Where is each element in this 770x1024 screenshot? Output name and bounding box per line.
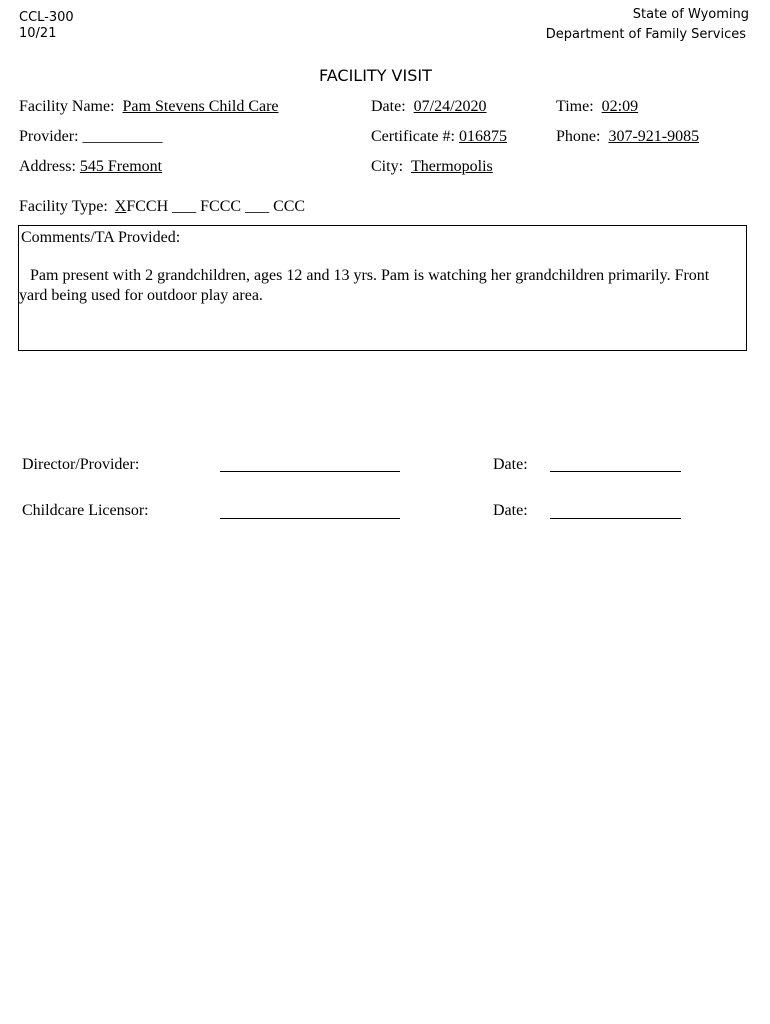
facility-type-field [19, 197, 305, 217]
phone-value: 307-921-9085 [608, 128, 700, 145]
facility-type-label: Facility Type: [19, 198, 108, 215]
state-name: State of Wyoming [632, 7, 749, 22]
provider-value: __________ [82, 128, 163, 145]
city-label: City: [371, 158, 404, 175]
licensor-date-line [550, 518, 681, 519]
city-field [371, 157, 493, 177]
director-date-label: Date: [493, 456, 528, 473]
time-field [556, 97, 638, 117]
date-label: Date: [371, 98, 406, 115]
certificate-label: Certificate #: [371, 128, 455, 145]
date-field [371, 97, 487, 117]
licensor-date-label: Date: [493, 502, 528, 519]
page-title: FACILITY VISIT [319, 66, 432, 85]
form-code: CCL-300 [19, 10, 74, 25]
director-date-line [550, 471, 681, 472]
provider-field [19, 127, 163, 147]
fccc-blank: ___ [172, 198, 197, 215]
fcch-checkmark: X [114, 198, 127, 215]
city-value: Thermopolis [411, 158, 493, 175]
date-value: 07/24/2020 [413, 98, 487, 115]
provider-label: Provider: [19, 128, 79, 145]
time-value: 02:09 [601, 98, 639, 115]
facility-name-field [19, 97, 279, 117]
department-name: Department of Family Services [545, 27, 746, 42]
facility-name-label: Facility Name: [19, 98, 115, 115]
form-revision-date: 10/21 [19, 26, 57, 41]
comments-label: Comments/TA Provided: [21, 229, 181, 246]
ccc-option: CCC [273, 198, 306, 215]
phone-field [556, 127, 699, 147]
address-field [19, 157, 162, 177]
fccc-option: FCCC [200, 198, 242, 215]
licensor-signature-line [220, 518, 400, 519]
phone-label: Phone: [556, 128, 601, 145]
comments-text: Pam present with 2 grandchildren, ages 12 and 13 yrs. Pam is watching her grandchildren primarily. Front yard being used for outdoor play area. [19, 267, 710, 304]
childcare-licensor-label: Childcare Licensor: [22, 502, 149, 519]
address-value: 545 Fremont [79, 158, 163, 175]
comments-box [18, 225, 747, 351]
address-label: Address: [19, 158, 76, 175]
ccc-blank: ___ [245, 198, 270, 215]
director-signature-line [220, 471, 400, 472]
certificate-field [371, 127, 507, 147]
certificate-value: 016875 [458, 128, 507, 145]
facility-name-value: Pam Stevens Child Care [122, 98, 279, 115]
fcch-option: FCCH [126, 198, 169, 215]
time-label: Time: [556, 98, 594, 115]
director-provider-label: Director/Provider: [22, 456, 140, 473]
